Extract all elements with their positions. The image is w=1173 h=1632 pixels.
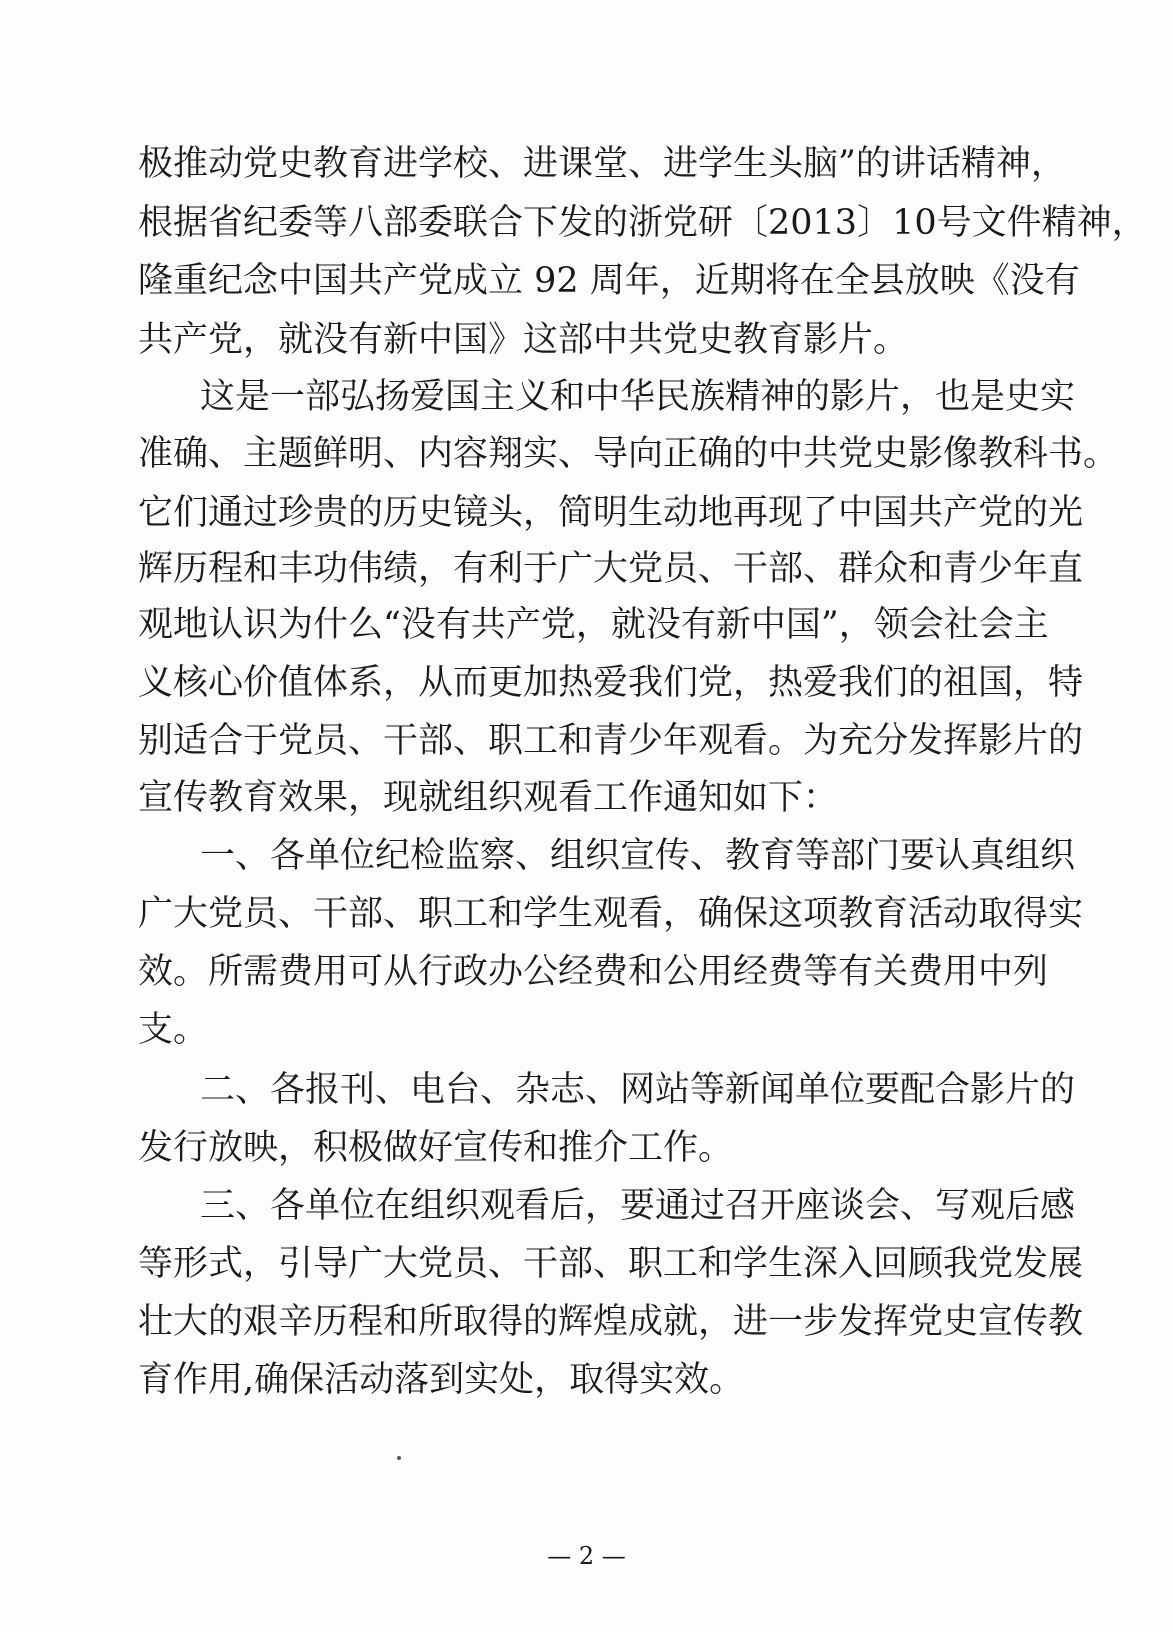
text-line: 一、各单位纪检监察、组织宣传、教育等部门要认真组织: [200, 836, 1076, 876]
text-line: 别适合于党员、干部、职工和青少年观看。为充分发挥影片的: [138, 721, 1084, 761]
text-line: 共产党，就没有新中国》这部中共党史教育影片。: [138, 320, 909, 360]
text-line: 观地认识为什么“没有共产党，就没有新中国”，领会社会主: [138, 605, 1049, 645]
text-line: 宣传教育效果，现就组织观看工作通知如下：: [138, 778, 839, 818]
text-line: 发行放映，积极做好宣传和推介工作。: [138, 1128, 734, 1168]
text-line: 广大党员、干部、职工和学生观看，确保这项教育活动取得实: [138, 894, 1084, 934]
scan-speck: [397, 1456, 401, 1460]
text-line: 准确、主题鲜明、内容翔实、导向正确的中共党史影像教科书。: [138, 434, 1119, 474]
page-number: — 2 —: [547, 1542, 626, 1570]
text-line: 效。所需费用可从行政办公经费和公用经费等有关费用中列: [138, 952, 1049, 992]
text-line: 壮大的艰辛历程和所取得的辉煌成就，进一步发挥党史宣传教: [138, 1302, 1084, 1342]
text-line: 二、各报刊、电台、杂志、网站等新闻单位要配合影片的: [200, 1070, 1076, 1110]
text-line: 等形式，引导广大党员、干部、职工和学生深入回顾我党发展: [138, 1244, 1084, 1284]
text-line: 它们通过珍贵的历史镜头，简明生动地再现了中国共产党的光: [138, 493, 1084, 533]
text-line: 这是一部弘扬爱国主义和中华民族精神的影片，也是史实: [200, 377, 1076, 417]
text-line: 根据省纪委等八部委联合下发的浙党研〔2013〕10号文件精神，: [138, 203, 1147, 243]
text-line: 隆重纪念中国共产党成立 92 周年，近期将在全县放映《没有: [138, 261, 1080, 301]
text-line: 三、各单位在组织观看后，要通过召开座谈会、写观后感: [200, 1186, 1076, 1226]
text-line: 支。: [138, 1010, 209, 1050]
text-line: 义核心价值体系，从而更加热爱我们党，热爱我们的祖国，特: [138, 663, 1084, 703]
text-line: 极推动党史教育进学校、进课堂、进学生头脑”的讲话精神，: [138, 144, 1066, 184]
text-line: 辉历程和丰功伟绩，有利于广大党员、干部、群众和青少年直: [138, 549, 1084, 589]
text-line: 育作用,确保活动落到实处，取得实效。: [138, 1360, 745, 1400]
